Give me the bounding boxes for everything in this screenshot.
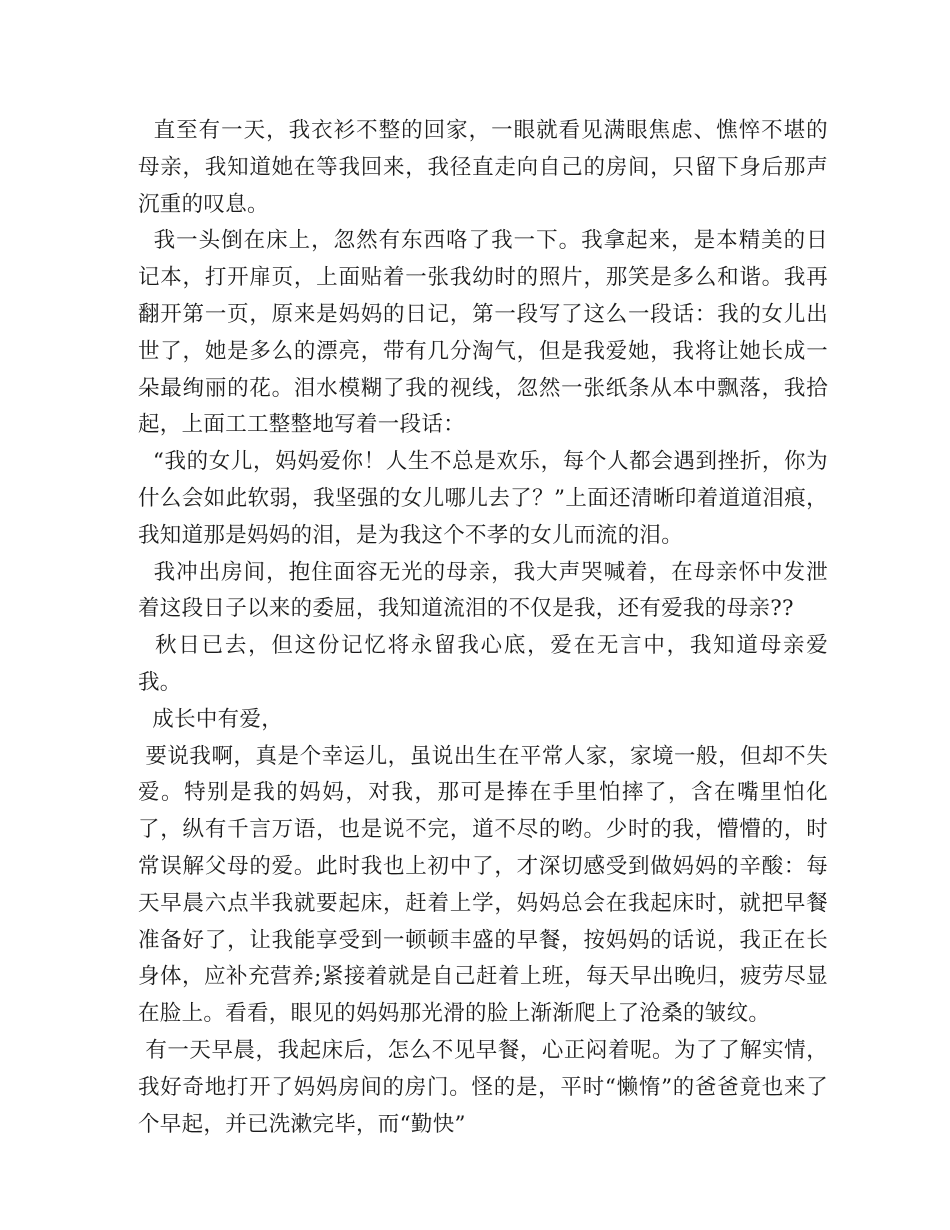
paragraph-2: 我一头倒在床上，忽然有东西咯了我一下。我拿起来，是本精美的日记本，打开扉页，上面贴着一张我幼时的照片，那笑是多么和谐。我再翻开第一页，原来是妈妈的日记，第一段写了这么一段话：我的女儿出世了，她是多么的漂亮，带有几分淘气，但是我爱她，我将让她长成一朵最绚丽的花。泪水模糊了我的视线，忽然一张纸条从本中飘落，我拾起，上面工工整整地写着一段话： xyxy=(138,228,828,438)
paragraph-1: 直至有一天，我衣衫不整的回家，一眼就看见满眼焦虑、憔悴不堪的母亲，我知道她在等我回来，我径直走向自己的房间，只留下身后那声沉重的叹息。 xyxy=(138,118,828,217)
paragraph-5: 秋日已去，但这份记忆将永留我心底，爱在无言中，我知道母亲爱我。 xyxy=(138,633,828,695)
paragraph-6: 要说我啊，真是个幸运儿，虽说出生在平常人家，家境一般，但却不失爱。特别是我的妈妈，对我，那可是捧在手里怕摔了，含在嘴里怕化了，纵有千言万语，也是说不完，道不尽的哟。少时的我，懵懵的，时常误解父母的爱。此时我也上初中了，才深切感受到做妈妈的辛酸：每天早晨六点半我就要起床，赶着上学，妈妈总会在我起床时，就把早餐准备好了，让我能享受到一顿顿丰盛的早餐，按妈妈的话说，我正在长身体，应补充营养;紧接着就是自己赶着上班，每天早出晚归，疲劳尽显在脸上。看看，眼见的妈妈那光滑的脸上渐渐爬上了沧桑的皱纹。 xyxy=(138,743,828,1027)
section-heading: 成长中有爱， xyxy=(138,706,284,732)
article-body xyxy=(138,113,828,1143)
paragraph-4: 我冲出房间，抱住面容无光的母亲，我大声哭喊着，在母亲怀中发泄着这段日子以来的委屈，我知道流泪的不仅是我，还有爱我的母亲?? xyxy=(138,559,828,622)
paragraph-3: “我的女儿，妈妈爱你！人生不总是欢乐，每个人都会遇到挫折，你为什么会如此软弱，我坚强的女儿哪儿去了？”上面还清晰印着道道泪痕，我知道那是妈妈的泪，是为我这个不孝的女儿而流的泪。 xyxy=(138,449,828,548)
paragraph-7: 有一天早晨，我起床后，怎么不见早餐，心正闷着呢。为了了解实情，我好奇地打开了妈妈房间的房门。怪的是，平时“懒惰”的爸爸竟也来了个早起，并已洗漱完毕，而“勤快” xyxy=(138,1037,828,1137)
